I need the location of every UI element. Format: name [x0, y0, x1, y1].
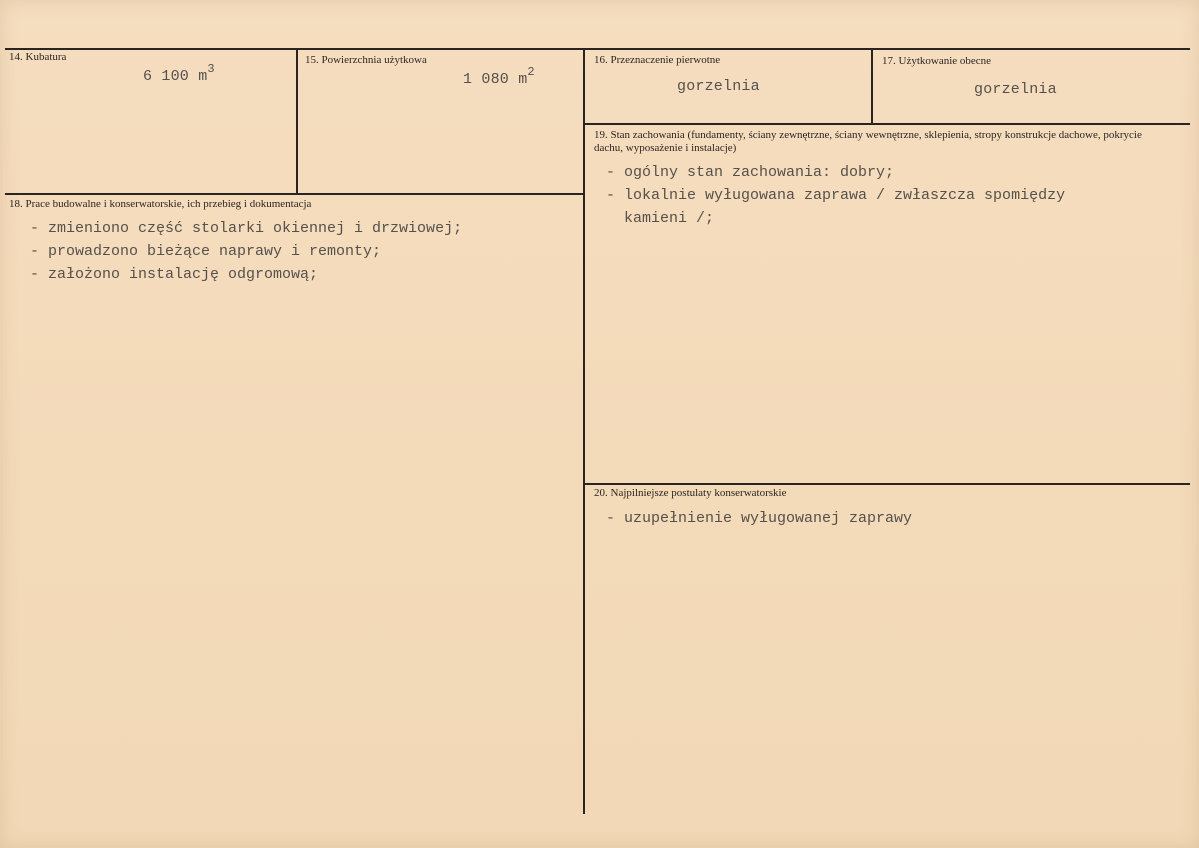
center-divider — [583, 48, 585, 814]
field-14-value: 6 100 $m^3$ — [143, 62, 215, 85]
field-19-list — [606, 161, 1065, 230]
field-17-value: gorzelnia — [974, 81, 1057, 98]
field-16-label: 16. Przeznaczenie pierwotne — [594, 54, 721, 66]
divider-16-17 — [871, 48, 873, 123]
divider-14-15 — [296, 48, 298, 193]
rule-above-20 — [585, 483, 1190, 485]
field-14-label: 14. Kubatura — [9, 51, 67, 63]
rule-below-16-17 — [585, 123, 1190, 125]
field-15-value: 1 080 $m^2$ — [463, 65, 535, 88]
list-item: - zmieniono część stolarki okiennej i drzwiowej; — [30, 220, 463, 237]
field-15-label: 15. Powierzchnia użytkowa — [305, 54, 427, 66]
list-item-continuation: kamieni /; — [624, 210, 715, 227]
rule-below-14-15 — [5, 193, 583, 195]
list-item: - ogólny stan zachowania: dobry; — [606, 164, 895, 181]
field-19-label: 19. Stan zachowania (fundamenty, ściany zewnętrzne, ściany wewnętrzne, sklepienia, stropy konstrukcje dachowe, pokrycie dachu, wyposażenie i instalacje) — [594, 129, 1142, 154]
field-18-label: 18. Prace budowalne i konserwatorskie, ich przebieg i dokumentacja — [9, 198, 312, 210]
top-rule — [5, 48, 1190, 50]
list-item: - założono instalację odgromową; — [30, 266, 319, 283]
field-17-label: 17. Użytkowanie obecne — [882, 55, 992, 67]
field-16-value: gorzelnia — [677, 78, 760, 95]
field-20-list — [606, 507, 912, 530]
list-item: - prowadzono bieżące naprawy i remonty; — [30, 243, 382, 260]
field-20-label: 20. Najpilniejsze postulaty konserwatorskie — [594, 487, 787, 499]
field-18-list — [30, 217, 462, 286]
list-item: - uzupełnienie wyługowanej zaprawy — [606, 510, 913, 527]
list-item: - lokalnie wyługowana zaprawa / zwłaszcza spomiędzy — [606, 187, 1066, 204]
